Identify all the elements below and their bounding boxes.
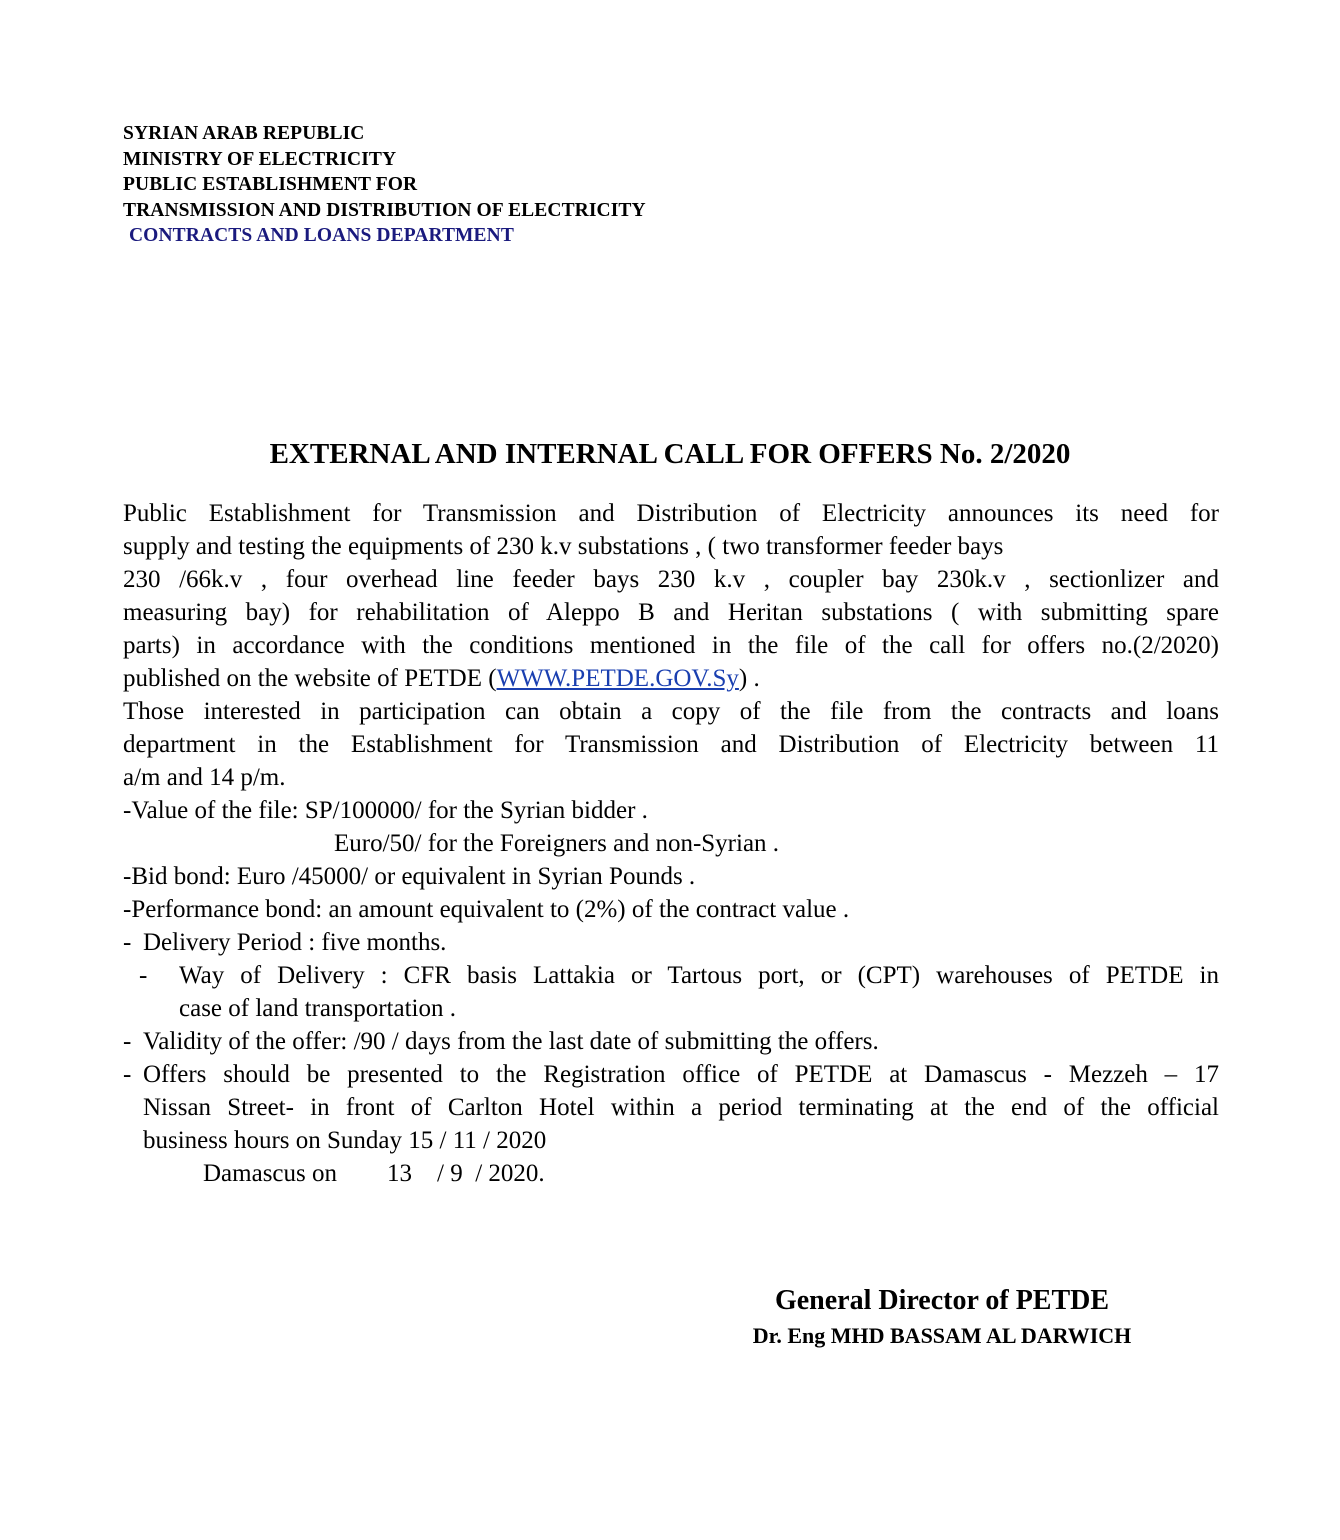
offers-submission [143,1058,1219,1157]
offers-line: Nissan Street- in front of Carlton Hotel within a period terminating at the end of the official [143,1094,1219,1121]
file-value-syrian: -Value of the file: SP/100000/ for the Syrian bidder . [123,797,648,824]
list-dash: - [139,962,148,989]
way-of-delivery-item [123,959,1219,1025]
letterhead-ministry: MINISTRY OF ELECTRICITY [123,148,397,170]
letterhead-establishment-cont: TRANSMISSION AND DISTRIBUTION OF ELECTRICITY [123,199,646,221]
announcement-paragraph [123,497,1219,695]
way-of-delivery-line: case of land transportation . [179,995,456,1022]
signature-block [640,1283,1244,1351]
bid-bond: -Bid bond: Euro /45000/ or equivalent in Syrian Pounds . [123,863,696,890]
document-body [123,497,1219,1190]
letterhead-country: SYRIAN ARAB REPUBLIC [123,123,365,144]
list-dash: - [123,1061,132,1088]
offers-line: Offers should be presented to the Registration office of PETDE at Damascus - Mezzeh – 17 [143,1061,1219,1088]
delivery-period-item [123,926,1219,959]
participation-line: Those interested in participation can obtain a copy of the file from the contracts and loans [123,698,1219,725]
announcement-text: ) . [738,665,760,692]
signatory-name: Dr. Eng MHD BASSAM AL DARWICH [752,1323,1132,1348]
participation-line: department in the Establishment for Transmission and Distribution of Electricity between 11 [123,731,1219,758]
website-link[interactable]: WWW.PETDE.GOV.Sy [496,665,739,692]
list-dash: - [123,1028,132,1055]
issue-date: Damascus on 13 / 9 / 2020. [203,1160,545,1187]
signatory-title: General Director of PETDE [774,1285,1110,1316]
announcement-line: measuring bay) for rehabilitation of Aleppo B and Heritan substations ( with submitting spare [123,599,1219,626]
announcement-line: supply and testing the equipments of 230 k.v substations , ( two transformer feeder bays [123,533,1004,560]
file-value-foreign: Euro/50/ for the Foreigners and non-Syrian . [334,830,780,857]
announcement-line: 230 /66k.v , four overhead line feeder bays 230 k.v , coupler bay 230k.v , sectionlizer and [123,566,1219,593]
participation-line: a/m and 14 p/m. [123,764,286,791]
letterhead-establishment: PUBLIC ESTABLISHMENT FOR [123,174,418,196]
announcement-text: published on the website of PETDE ( [123,665,497,692]
delivery-period: Delivery Period : five months. [143,929,447,956]
offers-line: business hours on Sunday 15 / 11 / 2020 [143,1127,547,1154]
letterhead-department: CONTRACTS AND LOANS DEPARTMENT [129,225,514,247]
letterhead [123,121,646,249]
offers-item [123,1058,1219,1157]
document-title: EXTERNAL AND INTERNAL CALL FOR OFFERS No. 2/2020 [269,438,1071,470]
announcement-line: parts) in accordance with the conditions mentioned in the file of the call for offers no.(2/2020) [123,632,1219,659]
way-of-delivery [179,959,1219,1025]
announcement-line [123,662,1219,695]
announcement-line: Public Establishment for Transmission and Distribution of Electricity announces its need for [123,500,1219,527]
list-dash: - [123,929,132,956]
validity: Validity of the offer: /90 / days from the last date of submitting the offers. [143,1028,879,1055]
validity-item [123,1025,1219,1058]
way-of-delivery-line: Way of Delivery : CFR basis Lattakia or Tartous port, or (CPT) warehouses of PETDE in [179,962,1219,989]
participation-paragraph [123,695,1219,794]
performance-bond: -Performance bond: an amount equivalent to (2%) of the contract value . [123,896,850,923]
